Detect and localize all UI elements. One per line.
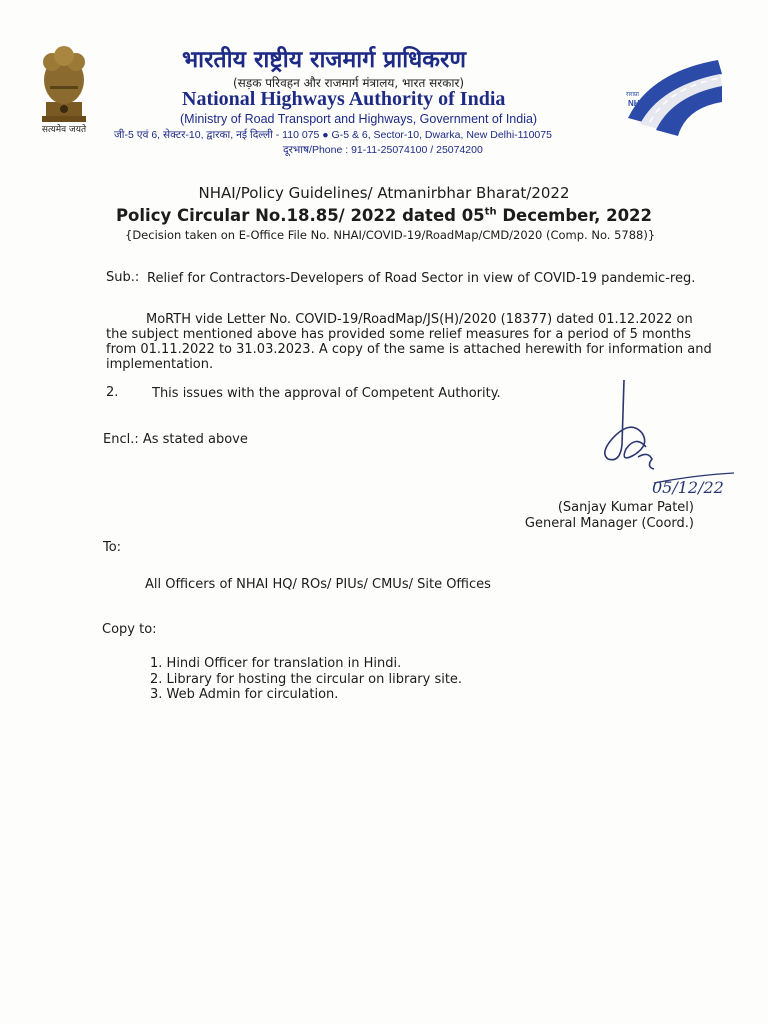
ministry-english: (Ministry of Road Transport and Highways, Government of India) — [180, 112, 538, 126]
circular-title-sup: th — [484, 206, 497, 218]
decision-note: {Decision taken on E-Office File No. NHAI/COVID-19/RoadMap/CMD/2020 (Comp. No. 5788)} — [125, 228, 656, 242]
list-item — [150, 687, 462, 703]
list-item — [150, 656, 462, 672]
logo-text: NHAI — [628, 99, 648, 108]
paragraph-2-number: 2. — [106, 385, 119, 400]
enclosure-note: Encl.: As stated above — [103, 432, 248, 447]
office-address: जी-5 एवं 6, सेक्टर-10, द्वारका, नई दिल्ली - 110 075 ● G-5 & 6, Sector-10, Dwarka, New Delhi-110075 — [114, 129, 552, 141]
copy-to-list — [150, 656, 462, 703]
office-phone: दूरभाष/Phone : 91-11-25074100 / 25074200 — [283, 144, 483, 156]
list-item-text: Library for hosting the circular on library site. — [166, 671, 463, 687]
list-item-number: 1. — [150, 656, 163, 671]
ministry-hindi: (सड़क परिवहन और राजमार्ग मंत्रालय, भारत सरकार) — [233, 76, 465, 90]
list-item-text: Web Admin for circulation. — [166, 687, 339, 702]
paragraph-1: MoRTH vide Letter No. COVID-19/RoadMap/JS(H)/2020 (18377) dated 01.12.2022 on the subject mentioned above has provided some relief measures for a period of 5 months from 01.11.2022 to 31.03.2023. A copy of the same is attached herewith for information and implementation. — [106, 312, 712, 372]
circular-title-suffix: December, 2022 — [496, 206, 653, 225]
emblem-motto: सत्यमेव जयते — [41, 125, 87, 135]
circular-title — [0, 206, 768, 225]
subject-label: Sub.: — [106, 270, 140, 285]
list-item-number: 3. — [150, 687, 163, 702]
list-item-number: 2. — [150, 671, 163, 687]
svg-text:राराप्रा: राराप्रा — [626, 92, 639, 98]
handwritten-signature-icon — [596, 375, 746, 500]
signature-date: 05/12/22 — [652, 478, 724, 497]
circular-title-prefix: Policy Circular No.18.85/ 2022 dated 05 — [115, 206, 485, 225]
to-recipients: All Officers of NHAI HQ/ ROs/ PIUs/ CMUs/ Site Offices — [145, 577, 491, 592]
subject-text: Relief for Contractors-Developers of Road Sector in view of COVID-19 pandemic-reg. — [147, 271, 696, 286]
org-name-english: National Highways Authority of India — [182, 88, 506, 110]
circular-reference: NHAI/Policy Guidelines/ Atmanirbhar Bharat/2022 — [198, 184, 570, 202]
signatory-designation: General Manager (Coord.) — [524, 516, 694, 531]
nhai-logo-icon — [620, 52, 724, 138]
list-item-text: Hindi Officer for translation in Hindi. — [166, 656, 402, 671]
signatory-name: (Sanjay Kumar Patel) — [557, 500, 694, 515]
copy-to-label: Copy to: — [102, 622, 157, 637]
to-label: To: — [103, 540, 122, 555]
list-item — [150, 672, 462, 688]
paragraph-2-text: This issues with the approval of Competent Authority. — [152, 386, 501, 401]
org-name-hindi: भारतीय राष्ट्रीय राजमार्ग प्राधिकरण — [182, 46, 466, 73]
